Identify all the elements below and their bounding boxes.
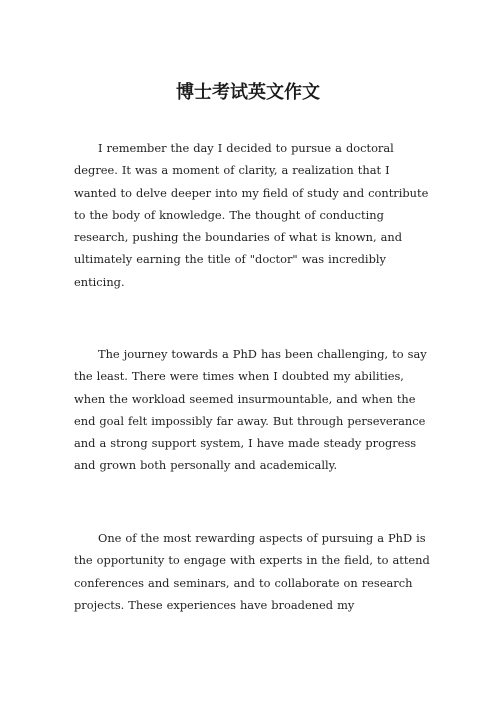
document-title: 博士考试英文作文 [176,82,320,103]
paragraph-3: One of the most rewarding aspects of pursuing a PhD is the opportunity to engage with experts in the field, to attend conferences and seminars, and to collaborate on research projects. These experiences have broadened my [74,531,430,612]
paragraph-1: I remember the day I decided to pursue a doctoral degree. It was a moment of clarity, a realization that I wanted to delve deeper into my field of study and contribute to the body of knowledge. The thought of conducting research, pushing the boundaries of what is known, and ultimately earning the title of "doctor" was incredibly enticing. [74,141,429,289]
paragraph-2: The journey towards a PhD has been challenging, to say the least. There were times when I doubted my abilities, when the workload seemed insurmountable, and when the end goal felt impossibly far away. But through perseverance and a strong support system, I have made steady progress and grown both personally and academically. [74,347,427,473]
